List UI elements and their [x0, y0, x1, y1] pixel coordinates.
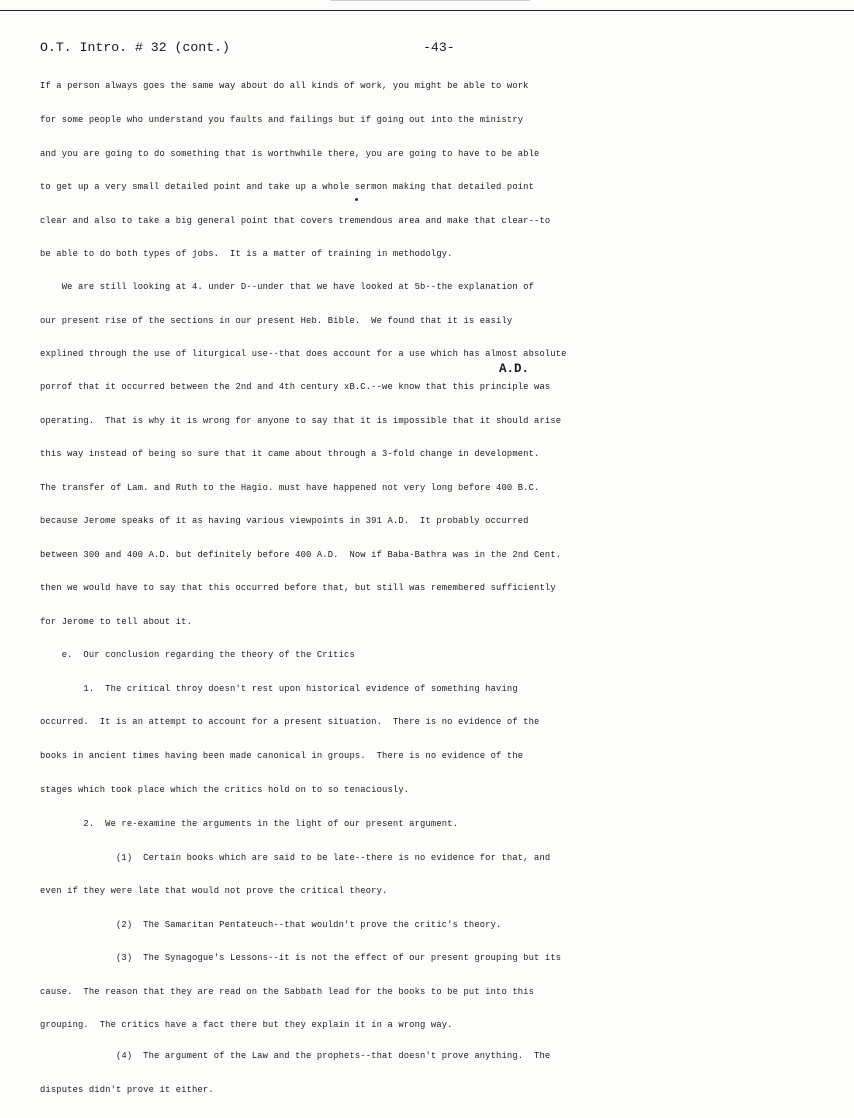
text-line: (2) The Samaritan Pentateuch--that wouldn't prove the critic's theory. — [40, 920, 502, 930]
text-line: (3) The Synagogue's Lessons--it is not the effect of our present grouping but its — [40, 953, 562, 963]
superscript-annotation: A.D. — [499, 362, 530, 376]
top-rule — [0, 10, 854, 11]
text-line: explined through the use of liturgical use--that does account for a use which has almost absolute — [40, 349, 567, 359]
page-number: -43- — [423, 40, 455, 55]
text-line: for some people who understand you faults and failings but if going out into the ministry — [40, 115, 524, 125]
text-line: porrof that it occurred between the 2nd and 4th century xB.C.--we know that this principle was — [40, 382, 551, 392]
text-line: (1) Certain books which are said to be late--there is no evidence for that, and — [40, 853, 551, 863]
text-line: even if they were late that would not prove the critical theory. — [40, 886, 388, 896]
text-line: to get up a very small detailed point and take up a whole sermon making that detailed point — [40, 182, 535, 192]
text-line: stages which took place which the critics hold on to so tenaciously. — [40, 785, 410, 795]
text-line: disputes didn't prove it either. — [40, 1085, 214, 1095]
text-line: We are still looking at 4. under D--under that we have looked at 5b--the explanation of — [40, 282, 535, 292]
text-line: cause. The reason that they are read on the Sabbath lead for the books to be put into this — [40, 987, 535, 997]
text-line: The transfer of Lam. and Ruth to the Hagio. must have happened not very long before 400 B.C. — [40, 483, 540, 493]
text-line: grouping. The critics have a fact there but they explain it in a wrong way. — [40, 1020, 453, 1030]
text-line: clear and also to take a big general point that covers tremendous area and make that clear--to — [40, 216, 551, 226]
text-line: books in ancient times having been made canonical in groups. There is no evidence of the — [40, 751, 524, 761]
text-line: 2. We re-examine the arguments in the light of our present argument. — [40, 819, 459, 829]
text-line: operating. That is why it is wrong for anyone to say that it is impossible that it should arise — [40, 416, 562, 426]
text-line: between 300 and 400 A.D. but definitely before 400 A.D. Now if Baba-Bathra was in the 2nd Cent. — [40, 550, 562, 560]
top-rule-faint — [330, 0, 530, 1]
text-line: and you are going to do something that is worthwhile there, you are going to have to be able — [40, 149, 540, 159]
text-line: then we would have to say that this occurred before that, but still was remembered sufficiently — [40, 583, 556, 593]
text-line: 1. The critical throy doesn't rest upon historical evidence of something having — [40, 684, 518, 694]
text-line: our present rise of the sections in our present Heb. Bible. We found that it is easily — [40, 316, 513, 326]
text-line: this way instead of being so sure that it came about through a 3-fold change in development. — [40, 449, 540, 459]
section-heading: e. Our conclusion regarding the theory of the Critics — [40, 650, 355, 660]
page-header — [40, 38, 820, 58]
text-line: be able to do both types of jobs. It is a matter of training in methodolgy. — [40, 249, 453, 259]
text-line: (4) The argument of the Law and the prophets--that doesn't prove anything. The — [40, 1051, 551, 1061]
text-line: because Jerome speaks of it as having various viewpoints in 391 A.D. It probably occurred — [40, 516, 529, 526]
text-line: occurred. It is an attempt to account for a present situation. There is no evidence of the — [40, 717, 540, 727]
text-line: for Jerome to tell about it. — [40, 617, 193, 627]
stray-mark — [355, 198, 358, 201]
text-line: If a person always goes the same way about do all kinds of work, you might be able to work — [40, 81, 529, 91]
document-title: O.T. Intro. # 32 (cont.) — [40, 40, 230, 55]
